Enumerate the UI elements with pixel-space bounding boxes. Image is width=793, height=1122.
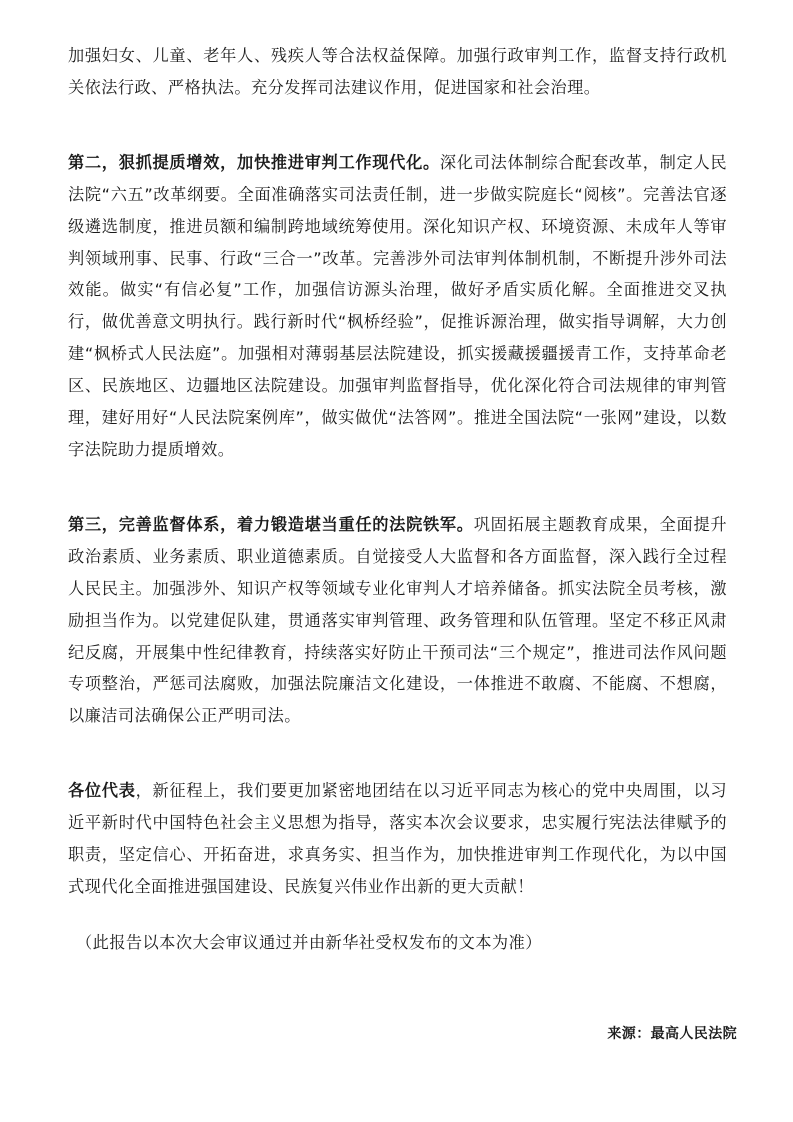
section-two-body: 深化司法体制综合配套改革，制定人民法院“六五”改革纲要。全面准确落实司法责任制，进一步做实院庭长“阅核”。完善法官逐级遴选制度，推进员额和编制跨地域统筹使用。深化知识产权、环境资源、未成年人等审判领域刑事、民事、行政“三合一”改革。完善涉外司法审判体制机制，不断提升涉外司法效能。做实“有信必复”工作，加强信访源头治理，做好矛盾实质化解。全面推进交叉执行，做优善意文明执行。践行新时代“枫桥经验”，促推诉源治理，做实指导调解，大力创建“枫桥式人民法庭”。加强相对薄弱基层法院建设，抓实援藏援疆援青工作，支持革命老区、民族地区、边疆地区法院建设。加强审判监督指导，优化深化符合司法规律的审判管理，建好用好“人民法院案例库”，做实做优“法答网”。推进全国法院“一张网”建设，以数字法院助力提质增效。 <box>68 152 727 459</box>
source-attribution: 来源：最高人民法院 <box>607 1026 737 1042</box>
intro-text: 加强妇女、儿童、老年人、残疾人等合法权益保障。加强行政审判工作，监督支持行政机关依法行政、严格执法。充分发挥司法建议作用，促进国家和社会治理。 <box>68 46 727 97</box>
closing-heading: 各位代表 <box>68 781 136 801</box>
paragraph-spacer <box>68 104 727 147</box>
paragraph-spacer <box>68 732 727 775</box>
paragraph-spacer <box>68 466 727 509</box>
closing-paragraph <box>68 775 727 903</box>
section-two-paragraph <box>68 147 727 466</box>
section-three-body: 巩固拓展主题教育成果，全面提升政治素质、业务素质、职业道德素质。自觉接受人大监督和各方面监督，深入践行全过程人民民主。加强涉外、知识产权等领域专业化审判人才培养储备。抓实法院全员考核，激励担当作为。以党建促队建，贯通落实审判管理、政务管理和队伍管理。坚定不移正风肃纪反腐，开展集中性纪律教育，持续落实好防止干预司法“三个规定”，推进司法作风问题专项整治，严惩司法腐败，加强法院廉洁文化建设，一体推进不敢腐、不能腐、不想腐，以廉洁司法确保公正严明司法。 <box>68 514 727 726</box>
paragraph-spacer <box>68 903 727 927</box>
publication-note: （此报告以本次大会审议通过并由新华社受权发布的文本为准） <box>76 932 542 952</box>
intro-paragraph <box>68 40 727 104</box>
section-two-heading: 第二，狠抓提质增效，加快推进审判工作现代化。 <box>68 152 440 172</box>
closing-body: ，新征程上，我们要更加紧密地团结在以习近平同志为核心的党中央周围，以习近平新时代中国特色社会主义思想为指导，落实本次会议要求，忠实履行宪法法律赋予的职责，坚定信心、开拓奋进，求真务实、担当作为，加快推进审判工作现代化，为以中国式现代化全面推进强国建设、民族复兴伟业作出新的更大贡献！ <box>68 781 727 896</box>
section-three-heading: 第三，完善监督体系，着力锻造堪当重任的法院铁军。 <box>68 514 474 534</box>
section-three-paragraph <box>68 509 727 732</box>
